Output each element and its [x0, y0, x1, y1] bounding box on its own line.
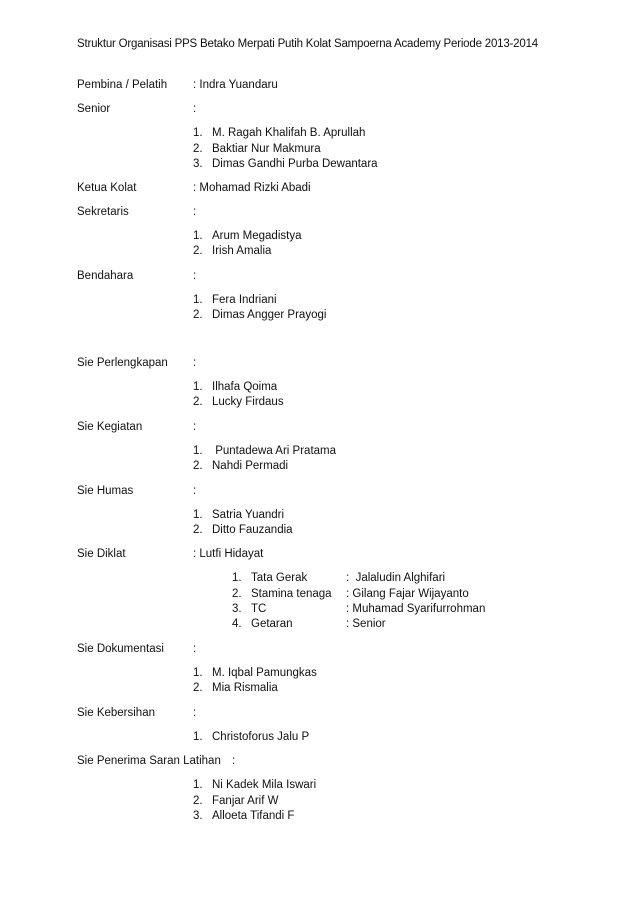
- label-sie-kebersihan: Sie Kebersihan: [77, 707, 155, 719]
- value-pembina: : Indra Yuandaru: [193, 79, 278, 91]
- label-sie-penerima-saran-latihan: Sie Penerima Saran Latihan: [77, 755, 221, 767]
- list-item: Fera Indriani: [212, 294, 277, 306]
- list-item: Nahdi Permadi: [212, 460, 289, 472]
- label-senior: Senior: [77, 103, 111, 115]
- label-sie-humas: Sie Humas: [77, 485, 134, 497]
- value-sie-diklat: : Lutfi Hidayat: [193, 548, 264, 560]
- list-number: 3.: [193, 810, 203, 822]
- list-item: Irish Amalia: [212, 245, 272, 257]
- list-item-value: : Senior: [346, 618, 386, 630]
- label-sie-perlengkapan: Sie Perlengkapan: [77, 357, 168, 369]
- list-item-value: : Muhamad Syarifurrohman: [346, 603, 486, 615]
- list-number: 1.: [193, 667, 203, 679]
- list-number: 3.: [232, 603, 242, 615]
- colon-sie-kebersihan: :: [193, 707, 197, 719]
- list-item: Tata Gerak: [251, 572, 308, 584]
- list-number: 2.: [193, 682, 203, 694]
- list-number: 2.: [232, 588, 242, 600]
- colon-sekretaris: :: [193, 206, 197, 218]
- colon-sie-penerima-saran-latihan: :: [232, 755, 236, 767]
- list-item: M. Iqbal Pamungkas: [212, 667, 317, 679]
- list-number: 2.: [193, 309, 203, 321]
- list-number: 1.: [193, 381, 203, 393]
- list-item: Ilhafa Qoima: [212, 381, 278, 393]
- list-number: 1.: [193, 294, 203, 306]
- list-number: 2.: [193, 396, 203, 408]
- list-number: 2.: [193, 795, 203, 807]
- label-sekretaris: Sekretaris: [77, 206, 129, 218]
- list-item: Baktiar Nur Makmura: [212, 143, 321, 155]
- list-item: Ni Kadek Mila Iswari: [212, 779, 317, 791]
- list-item: Christoforus Jalu P: [212, 731, 310, 743]
- value-ketua-kolat: : Mohamad Rizki Abadi: [193, 182, 311, 194]
- label-ketua-kolat: Ketua Kolat: [77, 182, 137, 194]
- list-number: 3.: [193, 158, 203, 170]
- list-item: Ditto Fauzandia: [212, 524, 293, 536]
- list-item: TC: [251, 603, 267, 615]
- list-number: 2.: [193, 524, 203, 536]
- list-number: 1.: [193, 230, 203, 242]
- colon-bendahara: :: [193, 270, 197, 282]
- list-item: Stamina tenaga: [251, 588, 332, 600]
- list-item: Puntadewa Ari Pratama: [212, 445, 337, 457]
- colon-sie-dokumentasi: :: [193, 643, 197, 655]
- list-item: Getaran: [251, 618, 293, 630]
- list-item: Fanjar Arif W: [212, 795, 279, 807]
- list-item: Alloeta Tifandi F: [212, 810, 295, 822]
- label-sie-dokumentasi: Sie Dokumentasi: [77, 643, 164, 655]
- label-bendahara: Bendahara: [77, 270, 134, 282]
- colon-sie-perlengkapan: :: [193, 357, 197, 369]
- list-number: 2.: [193, 460, 203, 472]
- list-number: 1.: [232, 572, 242, 584]
- document-title: Struktur Organisasi PPS Betako Merpati Putih Kolat Sampoerna Academy Periode 2013-2014: [77, 38, 538, 50]
- list-item: Lucky Firdaus: [212, 396, 284, 408]
- list-number: 1.: [193, 731, 203, 743]
- list-number: 1.: [193, 509, 203, 521]
- list-item: Dimas Angger Prayogi: [212, 309, 327, 321]
- list-item: Dimas Gandhi Purba Dewantara: [212, 158, 378, 170]
- list-item: M. Ragah Khalifah B. Aprullah: [212, 127, 366, 139]
- colon-sie-humas: :: [193, 485, 197, 497]
- list-number: 1.: [193, 779, 203, 791]
- label-pembina: Pembina / Pelatih: [77, 79, 168, 91]
- list-number: 1.: [193, 127, 203, 139]
- list-item: Arum Megadistya: [212, 230, 302, 242]
- list-item: Mia Rismalia: [212, 682, 278, 694]
- list-number: 2.: [193, 143, 203, 155]
- list-item-value: : Gilang Fajar Wijayanto: [346, 588, 469, 600]
- list-number: 2.: [193, 245, 203, 257]
- colon-senior: :: [193, 103, 197, 115]
- list-number: 1.: [193, 445, 203, 457]
- list-item-value: : Jalaludin Alghifari: [346, 572, 446, 584]
- list-number: 4.: [232, 618, 242, 630]
- label-sie-kegiatan: Sie Kegiatan: [77, 421, 143, 433]
- list-item: Satria Yuandri: [212, 509, 285, 521]
- colon-sie-kegiatan: :: [193, 421, 197, 433]
- label-sie-diklat: Sie Diklat: [77, 548, 126, 560]
